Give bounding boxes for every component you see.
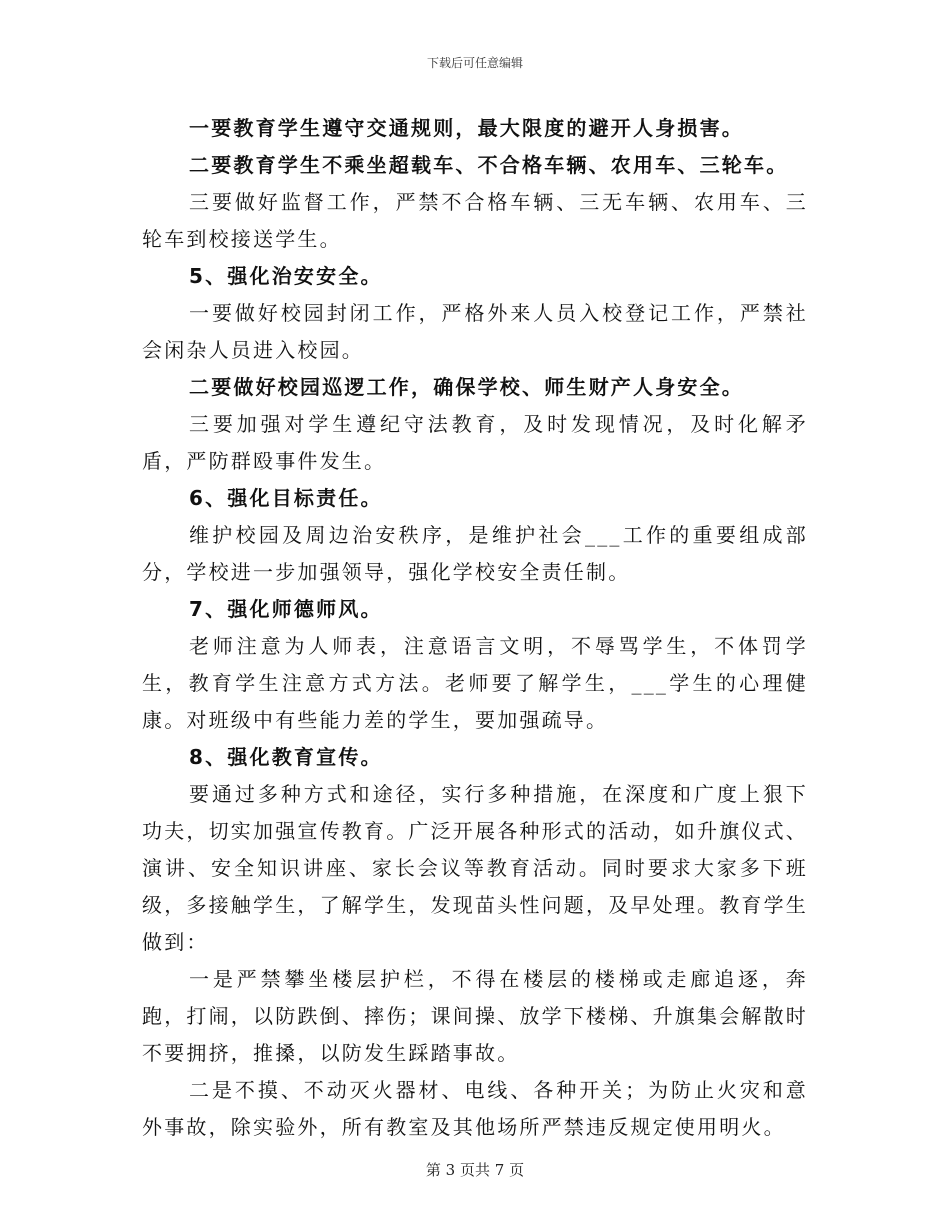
paragraph-15: 二是不摸、不动灭火器材、电线、各种开关；为防止火灾和意外事故，除实验外，所有教室及其他场所严禁违反规定使用明火。 [142,1078,808,1139]
paragraph-7: 三要加强对学生遵纪守法教育，及时发现情况，及时化解矛盾，严防群殴事件发生。 [142,412,808,473]
paragraph-2: 二要教育学生不乘坐超载车、不合格车辆、农用车、三轮车。 [189,153,789,177]
paragraph-1: 一要教育学生遵守交通规则，最大限度的避开人身损害。 [189,116,744,140]
paragraph-13: 要通过多种方式和途径，实行多种措施，在深度和广度上狠下功夫，切实加强宣传教育。广泛开展各种形式的活动，如升旗仪式、演讲、安全知识讲座、家长会议等教育活动。同时要求大家多下班级，多接触学生，了解学生，发现苗头性问题，及早处理。教育学生做到： [142,782,808,954]
section-heading-5: 5、强化治安安全。 [189,264,383,288]
paragraph-6: 二要做好校园巡逻工作，确保学校、师生财产人身安全。 [189,375,744,399]
section-heading-7: 7、强化师德师风。 [189,597,383,621]
page-header: 下载后可任意编辑 [426,56,523,70]
paragraph-14: 一是严禁攀坐楼层护栏，不得在楼层的楼梯或走廊追逐，奔跑，打闹，以防跌倒、摔伤；课间操、放学下楼梯、升旗集会解散时不要拥挤，推搡，以防发生踩踏事故。 [142,967,808,1065]
section-heading-8: 8、强化教育宣传。 [189,745,383,769]
document-body [142,110,808,1146]
paragraph-11: 老师注意为人师表，注意语言文明，不辱骂学生，不体罚学生，教育学生注意方式方法。老师要了解学生，___学生的心理健康。对班级中有些能力差的学生，要加强疏导。 [142,634,808,732]
paragraph-5: 一要做好校园封闭工作，严格外来人员入校登记工作，严禁社会闲杂人员进入校园。 [142,301,808,362]
section-heading-6: 6、强化目标责任。 [189,486,383,510]
page-footer: 第 3 页共 7 页 [425,1161,525,1179]
paragraph-9: 维护校园及周边治安秩序，是维护社会___工作的重要组成部分，学校进一步加强领导，强化学校安全责任制。 [142,523,808,584]
paragraph-3: 三要做好监督工作，严禁不合格车辆、三无车辆、农用车、三轮车到校接送学生。 [142,190,808,251]
